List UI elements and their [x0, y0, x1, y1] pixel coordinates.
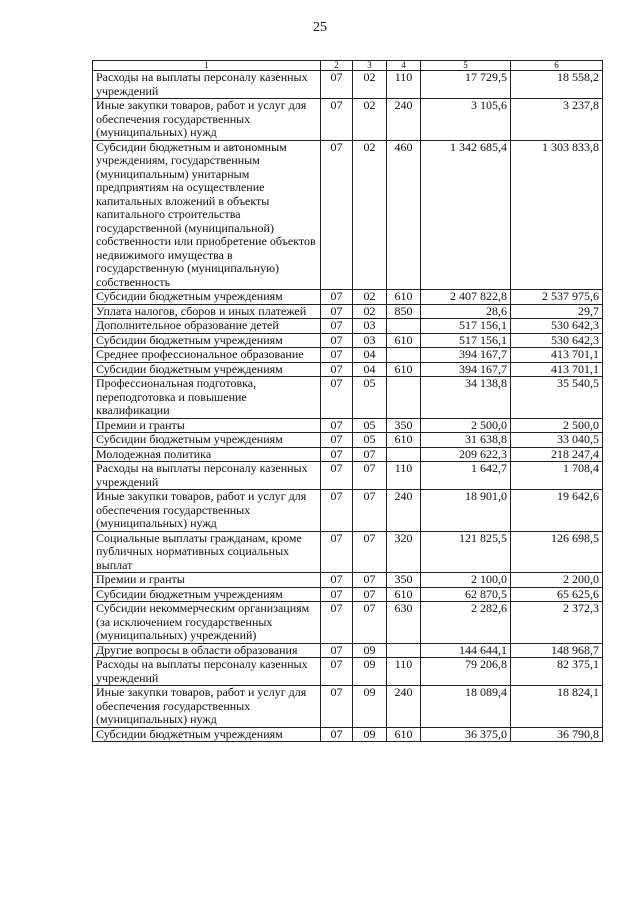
section-code-cell: 07	[321, 602, 353, 644]
expense-name-cell: Социальные выплаты гражданам, кроме публичных нормативных социальных выплат	[93, 531, 321, 573]
subsection-code-cell: 07	[353, 447, 387, 462]
amount-year2-cell: 2 372,3	[511, 602, 603, 644]
amount-year2-cell: 1 708,4	[511, 462, 603, 490]
section-code-cell: 07	[321, 643, 353, 658]
expense-name-cell: Субсидии бюджетным учреждениям	[93, 362, 321, 377]
section-code-cell: 07	[321, 462, 353, 490]
column-number-header: 3	[353, 61, 387, 71]
table-row	[93, 304, 603, 319]
amount-year1-cell: 394 167,7	[421, 362, 511, 377]
amount-year1-cell: 1 642,7	[421, 462, 511, 490]
amount-year2-cell: 65 625,6	[511, 587, 603, 602]
amount-year2-cell: 530 642,3	[511, 319, 603, 334]
section-code-cell: 07	[321, 333, 353, 348]
amount-year2-cell: 3 237,8	[511, 99, 603, 141]
expense-type-code-cell: 610	[387, 333, 421, 348]
expense-name-cell: Иные закупки товаров, работ и услуг для обеспечения государственных (муниципальных) нужд	[93, 686, 321, 728]
amount-year2-cell: 126 698,5	[511, 531, 603, 573]
amount-year2-cell: 18 558,2	[511, 71, 603, 99]
column-number-header: 5	[421, 61, 511, 71]
table-row	[93, 462, 603, 490]
expense-name-cell: Молодежная политика	[93, 447, 321, 462]
subsection-code-cell: 02	[353, 290, 387, 305]
expense-type-code-cell: 610	[387, 433, 421, 448]
subsection-code-cell: 02	[353, 99, 387, 141]
subsection-code-cell: 05	[353, 377, 387, 419]
table-row	[93, 658, 603, 686]
table-row	[93, 362, 603, 377]
amount-year2-cell: 35 540,5	[511, 377, 603, 419]
expense-type-code-cell: 110	[387, 462, 421, 490]
section-code-cell: 07	[321, 99, 353, 141]
subsection-code-cell: 02	[353, 71, 387, 99]
budget-table	[92, 60, 603, 742]
expense-name-cell: Субсидии некоммерческим организациям (за исключением государственных (муниципальных) учреждений)	[93, 602, 321, 644]
amount-year2-cell: 1 303 833,8	[511, 140, 603, 290]
amount-year2-cell: 29,7	[511, 304, 603, 319]
amount-year1-cell: 3 105,6	[421, 99, 511, 141]
table-row	[93, 319, 603, 334]
amount-year2-cell: 218 247,4	[511, 447, 603, 462]
amount-year1-cell: 121 825,5	[421, 531, 511, 573]
subsection-code-cell: 09	[353, 686, 387, 728]
amount-year2-cell: 36 790,8	[511, 727, 603, 742]
expense-type-code-cell	[387, 319, 421, 334]
amount-year1-cell: 1 342 685,4	[421, 140, 511, 290]
section-code-cell: 07	[321, 433, 353, 448]
expense-type-code-cell	[387, 643, 421, 658]
table-row	[93, 686, 603, 728]
amount-year1-cell: 517 156,1	[421, 319, 511, 334]
section-code-cell: 07	[321, 490, 353, 532]
table-row	[93, 447, 603, 462]
section-code-cell: 07	[321, 348, 353, 363]
subsection-code-cell: 05	[353, 418, 387, 433]
expense-name-cell: Субсидии бюджетным учреждениям	[93, 727, 321, 742]
subsection-code-cell: 09	[353, 643, 387, 658]
subsection-code-cell: 07	[353, 490, 387, 532]
amount-year1-cell: 2 100,0	[421, 573, 511, 588]
subsection-code-cell: 07	[353, 602, 387, 644]
expense-type-code-cell	[387, 348, 421, 363]
expense-type-code-cell: 110	[387, 658, 421, 686]
section-code-cell: 07	[321, 447, 353, 462]
table-row	[93, 290, 603, 305]
column-number-header: 6	[511, 61, 603, 71]
expense-type-code-cell: 320	[387, 531, 421, 573]
expense-type-code-cell: 610	[387, 290, 421, 305]
expense-name-cell: Субсидии бюджетным учреждениям	[93, 433, 321, 448]
section-code-cell: 07	[321, 531, 353, 573]
section-code-cell: 07	[321, 418, 353, 433]
amount-year2-cell: 2 500,0	[511, 418, 603, 433]
expense-type-code-cell	[387, 447, 421, 462]
expense-type-code-cell: 240	[387, 99, 421, 141]
expense-name-cell: Расходы на выплаты персоналу казенных учреждений	[93, 71, 321, 99]
table-row	[93, 643, 603, 658]
section-code-cell: 07	[321, 377, 353, 419]
amount-year1-cell: 18 901,0	[421, 490, 511, 532]
subsection-code-cell: 02	[353, 140, 387, 290]
amount-year1-cell: 2 500,0	[421, 418, 511, 433]
expense-type-code-cell: 350	[387, 573, 421, 588]
amount-year2-cell: 530 642,3	[511, 333, 603, 348]
column-number-header: 1	[93, 61, 321, 71]
table-header-row	[93, 61, 603, 71]
amount-year1-cell: 31 638,8	[421, 433, 511, 448]
section-code-cell: 07	[321, 362, 353, 377]
expense-type-code-cell: 610	[387, 587, 421, 602]
subsection-code-cell: 07	[353, 587, 387, 602]
amount-year1-cell: 62 870,5	[421, 587, 511, 602]
table-row	[93, 140, 603, 290]
table-row	[93, 602, 603, 644]
amount-year1-cell: 36 375,0	[421, 727, 511, 742]
expense-name-cell: Премии и гранты	[93, 573, 321, 588]
expense-name-cell: Премии и гранты	[93, 418, 321, 433]
amount-year1-cell: 144 644,1	[421, 643, 511, 658]
table-row	[93, 531, 603, 573]
expense-name-cell: Расходы на выплаты персоналу казенных учреждений	[93, 462, 321, 490]
amount-year1-cell: 18 089,4	[421, 686, 511, 728]
expense-name-cell: Субсидии бюджетным учреждениям	[93, 587, 321, 602]
section-code-cell: 07	[321, 686, 353, 728]
table-row	[93, 573, 603, 588]
section-code-cell: 07	[321, 140, 353, 290]
table-row	[93, 377, 603, 419]
table-row	[93, 71, 603, 99]
expense-name-cell: Субсидии бюджетным и автономным учреждениям, государственным (муниципальным) унитарным предприятиям на осуществление капитальных вложений в объекты капитального строительства государственной (муниципальной) собственности или приобретение объектов недвижимого имущества в государственную (муниципальную) собственность	[93, 140, 321, 290]
expense-name-cell: Расходы на выплаты персоналу казенных учреждений	[93, 658, 321, 686]
amount-year2-cell: 2 200,0	[511, 573, 603, 588]
expense-name-cell: Субсидии бюджетным учреждениям	[93, 290, 321, 305]
amount-year1-cell: 517 156,1	[421, 333, 511, 348]
section-code-cell: 07	[321, 319, 353, 334]
subsection-code-cell: 09	[353, 658, 387, 686]
subsection-code-cell: 09	[353, 727, 387, 742]
section-code-cell: 07	[321, 573, 353, 588]
amount-year2-cell: 82 375,1	[511, 658, 603, 686]
table-row	[93, 490, 603, 532]
expense-type-code-cell: 240	[387, 686, 421, 728]
section-code-cell: 07	[321, 304, 353, 319]
expense-type-code-cell: 610	[387, 727, 421, 742]
subsection-code-cell: 04	[353, 362, 387, 377]
expense-name-cell: Субсидии бюджетным учреждениям	[93, 333, 321, 348]
amount-year1-cell: 34 138,8	[421, 377, 511, 419]
subsection-code-cell: 07	[353, 462, 387, 490]
table-row	[93, 433, 603, 448]
amount-year1-cell: 2 407 822,8	[421, 290, 511, 305]
table-row	[93, 333, 603, 348]
expense-type-code-cell: 110	[387, 71, 421, 99]
page-number: 25	[313, 20, 327, 35]
subsection-code-cell: 03	[353, 319, 387, 334]
expense-type-code-cell: 630	[387, 602, 421, 644]
expense-type-code-cell: 240	[387, 490, 421, 532]
amount-year1-cell: 17 729,5	[421, 71, 511, 99]
expense-type-code-cell: 610	[387, 362, 421, 377]
expense-type-code-cell: 850	[387, 304, 421, 319]
section-code-cell: 07	[321, 290, 353, 305]
amount-year2-cell: 19 642,6	[511, 490, 603, 532]
table-row	[93, 727, 603, 742]
amount-year1-cell: 79 206,8	[421, 658, 511, 686]
table-row	[93, 348, 603, 363]
subsection-code-cell: 07	[353, 573, 387, 588]
table-row	[93, 418, 603, 433]
section-code-cell: 07	[321, 587, 353, 602]
expense-name-cell: Другие вопросы в области образования	[93, 643, 321, 658]
subsection-code-cell: 03	[353, 333, 387, 348]
expense-name-cell: Уплата налогов, сборов и иных платежей	[93, 304, 321, 319]
expense-name-cell: Иные закупки товаров, работ и услуг для обеспечения государственных (муниципальных) нужд	[93, 99, 321, 141]
amount-year2-cell: 2 537 975,6	[511, 290, 603, 305]
amount-year2-cell: 413 701,1	[511, 362, 603, 377]
expense-type-code-cell: 350	[387, 418, 421, 433]
expense-type-code-cell	[387, 377, 421, 419]
amount-year1-cell: 209 622,3	[421, 447, 511, 462]
amount-year2-cell: 33 040,5	[511, 433, 603, 448]
column-number-header: 4	[387, 61, 421, 71]
amount-year2-cell: 413 701,1	[511, 348, 603, 363]
amount-year1-cell: 394 167,7	[421, 348, 511, 363]
column-number-header: 2	[321, 61, 353, 71]
expense-name-cell: Среднее профессиональное образование	[93, 348, 321, 363]
amount-year2-cell: 18 824,1	[511, 686, 603, 728]
section-code-cell: 07	[321, 658, 353, 686]
subsection-code-cell: 02	[353, 304, 387, 319]
subsection-code-cell: 04	[353, 348, 387, 363]
expense-type-code-cell: 460	[387, 140, 421, 290]
amount-year1-cell: 2 282,6	[421, 602, 511, 644]
expense-name-cell: Иные закупки товаров, работ и услуг для обеспечения государственных (муниципальных) нужд	[93, 490, 321, 532]
table-row	[93, 587, 603, 602]
section-code-cell: 07	[321, 71, 353, 99]
expense-name-cell: Профессиональная подготовка, переподготовка и повышение квалификации	[93, 377, 321, 419]
table-row	[93, 99, 603, 141]
section-code-cell: 07	[321, 727, 353, 742]
expense-name-cell: Дополнительное образование детей	[93, 319, 321, 334]
subsection-code-cell: 05	[353, 433, 387, 448]
amount-year2-cell: 148 968,7	[511, 643, 603, 658]
amount-year1-cell: 28,6	[421, 304, 511, 319]
subsection-code-cell: 07	[353, 531, 387, 573]
